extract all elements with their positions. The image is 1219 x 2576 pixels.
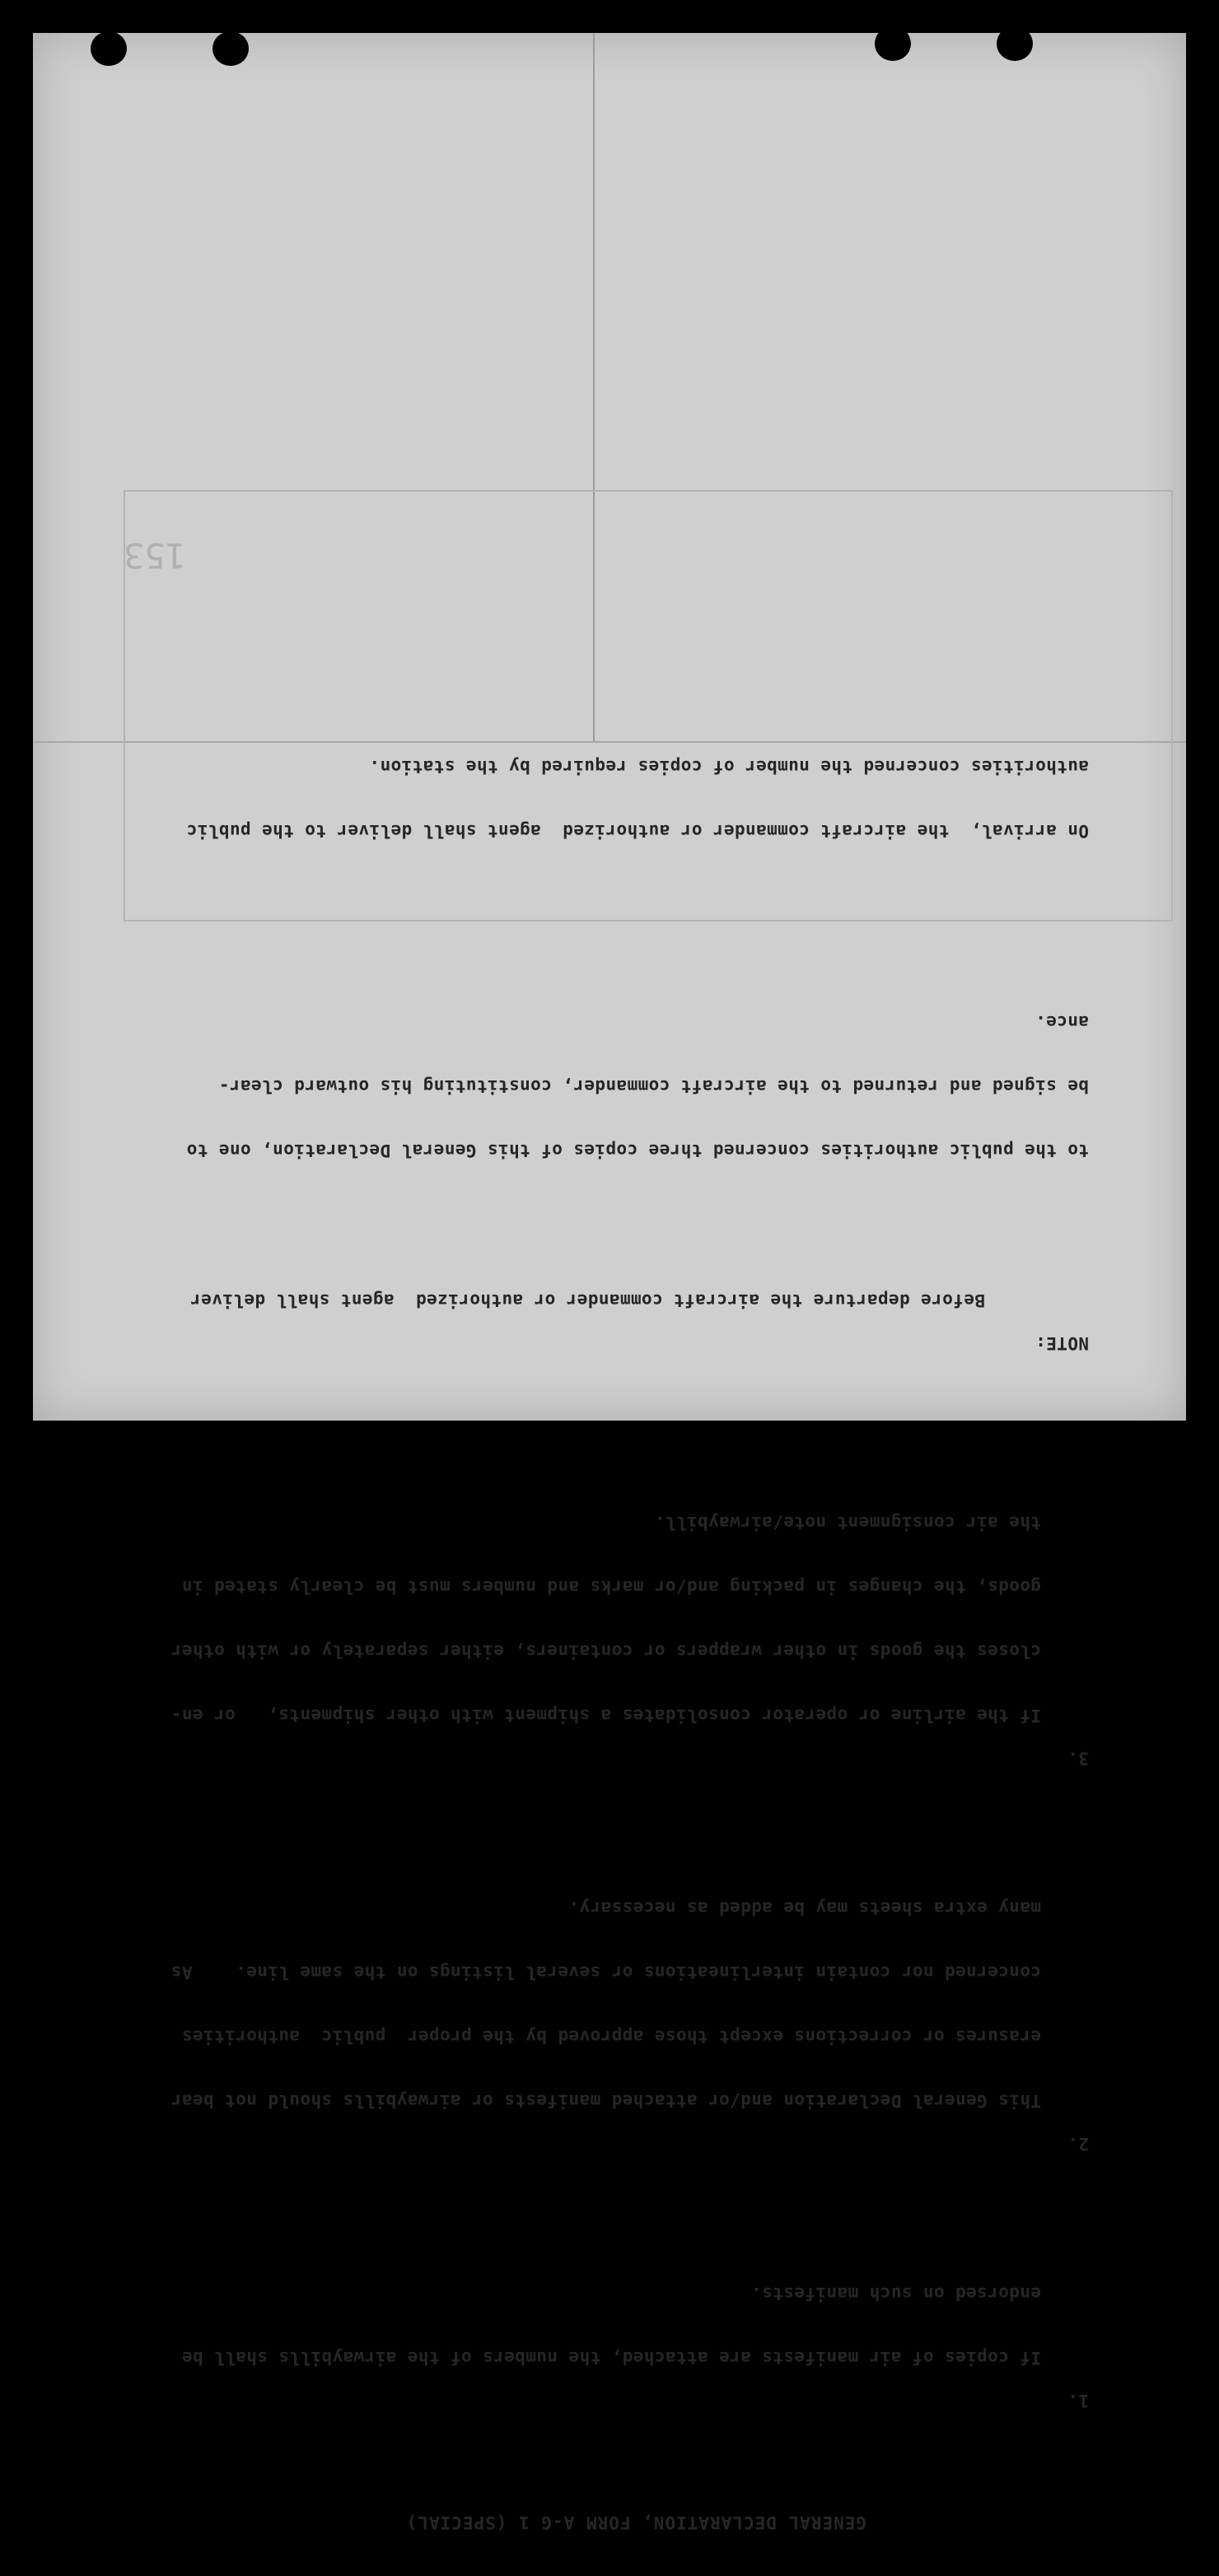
text-line: closes the goods in other wrappers or containers, either separately or with other	[170, 1641, 1041, 1661]
text-line: endorsed on such manifests.	[750, 2284, 1041, 2303]
declaration-text-block	[117, 692, 1089, 2576]
item-number: 1.	[1067, 2391, 1089, 2410]
text-line: authorities concerned the number of copies required by the station.	[369, 757, 1089, 777]
note-label: NOTE:	[1035, 1333, 1089, 1353]
punch-hole	[91, 31, 127, 66]
punch-hole	[213, 31, 249, 66]
item-text	[117, 2240, 1041, 2411]
text-line: to the public authorities concerned three copies of this General Declaration, one to	[186, 1141, 1089, 1160]
text-line: ance.	[1035, 1012, 1089, 1032]
instruction-item-3	[117, 1469, 1089, 1769]
arrival-paragraph	[117, 713, 1089, 884]
note-continuation	[117, 968, 1089, 1204]
document-title: GENERAL DECLARATION, FORM A-G 1 (SPECIAL)	[405, 2513, 866, 2532]
text-line: the air consignment note/airwaybill.	[654, 1513, 1041, 1533]
text-line: concerned nor contain interlineations or several listings on the same line. As	[170, 1962, 1041, 1982]
punch-hole	[997, 26, 1033, 61]
instruction-item-2	[117, 1855, 1089, 2154]
item-number: 2.	[1067, 2134, 1089, 2154]
text-line: Before departure the aircraft commander or authorized agent shall deliver	[189, 1290, 985, 1310]
text-line: If copies of air manifests are attached, the numbers of the airwaybills shall be	[181, 2348, 1041, 2368]
punch-hole	[875, 26, 911, 61]
item-text	[117, 1855, 1041, 2154]
text-line: If the airline or operator consolidates a shipment with other shipments, or en-	[170, 1706, 1041, 1725]
text-line: many extra sheets may be added as necessary.	[568, 1898, 1041, 1918]
text-line: erasures or corrections except those approved by the proper public authorities	[181, 2027, 1041, 2046]
text-line: be signed and returned to the aircraft commander, constituting his outward clear-	[218, 1076, 1089, 1096]
note-text	[117, 1247, 985, 1354]
item-number: 3.	[1067, 1748, 1089, 1768]
show-through-number: 153	[124, 535, 186, 576]
text-line: goods, the changes in packing and/or marks and numbers must be clearly stated in	[181, 1577, 1041, 1597]
text-line: This General Declaration and/or attached manifests or airwaybills should not bear	[170, 2091, 1041, 2111]
note-section	[117, 1247, 1089, 1354]
instruction-item-1	[117, 2240, 1089, 2411]
item-text	[117, 1469, 1041, 1769]
text-line: On arrival, the aircraft commander or authorized agent shall deliver to the public	[186, 821, 1089, 841]
